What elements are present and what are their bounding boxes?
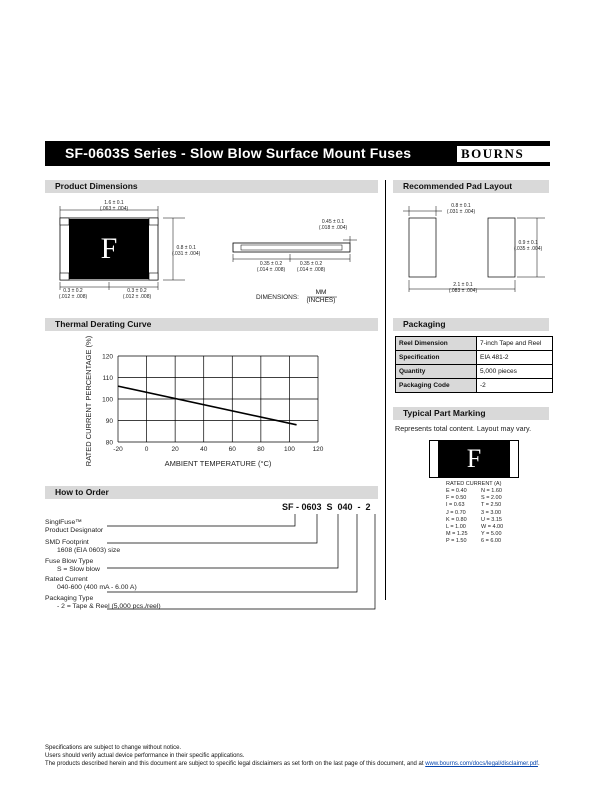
- dim-side-right: 0.35 ± 0.2 (.014 ± .008): [296, 261, 326, 273]
- dim-width: 0.8 ± 0.1 (.031 ± .004): [172, 245, 201, 257]
- section-pad-layout: Recommended Pad Layout: [393, 180, 549, 193]
- footer-line-1: Specifications are subject to change without notice.: [45, 745, 182, 751]
- table-row: [396, 351, 553, 365]
- chart-y-axis-label: RATED CURRENT PERCENTAGE (%): [84, 335, 93, 467]
- chart-x-tick: 60: [228, 446, 236, 453]
- chart-x-tick: 120: [312, 446, 324, 453]
- marking-legend-title: RATED CURRENT (A): [446, 481, 502, 487]
- logo-registered: ®: [565, 144, 571, 151]
- marking-legend-entry: T = 2.50: [481, 502, 502, 509]
- dim-term-left: 0.3 ± 0.2 (.012 ± .008): [58, 288, 88, 300]
- chart-y-tick: 120: [102, 353, 113, 361]
- marking-legend-entry: L = 1.00: [446, 524, 466, 531]
- column-divider: [385, 180, 386, 600]
- order-item-designator: SinglFuse™ Product Designator: [45, 519, 104, 534]
- chart-y-tick: 110: [102, 375, 113, 382]
- disclaimer-link[interactable]: www.bourns.com/docs/legal/disclaimer.pdf: [425, 761, 538, 767]
- table-row: [396, 379, 553, 393]
- marking-legend-col1: [446, 488, 468, 546]
- table-row: [396, 365, 553, 379]
- marking-legend-entry: 6 = 6.00: [481, 538, 502, 545]
- packaging-table: [395, 336, 553, 393]
- packaging-value: 5,000 pieces: [477, 365, 553, 379]
- chart-series-line: [118, 386, 297, 425]
- derating-chart: [75, 335, 335, 480]
- marking-chip: [429, 440, 519, 478]
- order-code: SF - 0603 S 040 - 2: [282, 502, 371, 512]
- footer-line-3: The products described herein and this document are subject to specific legal disclaimers as set forth on the last page of this document, and at www.bourns.com/docs/legal/disclaimer.pdf.: [45, 761, 540, 767]
- table-row: [396, 337, 553, 351]
- chart-y-tick: 80: [105, 439, 113, 447]
- chart-grid: [118, 356, 318, 442]
- chart-ticks: [102, 354, 324, 454]
- order-item-blow-type: Fuse Blow Type S = Slow blow: [45, 558, 100, 573]
- marking-legend-entry: I = 0.63: [446, 502, 465, 509]
- page-title: SF-0603S Series - Slow Blow Surface Mount Fuses: [65, 145, 412, 161]
- marking-legend-entry: W = 4.00: [481, 524, 504, 531]
- chart-y-tick: 90: [105, 418, 113, 425]
- packaging-key: Specification: [396, 351, 477, 365]
- section-packaging: Packaging: [393, 318, 549, 331]
- marking-legend-entry: E = 0.40: [446, 488, 467, 494]
- chart-x-tick: 100: [283, 446, 295, 453]
- pad-width-dim: 0.8 ± 0.1 (.031 ± .004): [446, 203, 476, 215]
- order-item-packaging-type: Packaging Type - 2 = Tape & Reel (5,000 pcs./reel): [45, 595, 161, 610]
- packaging-key: Quantity: [396, 365, 477, 379]
- marking-legend-entry: P = 1.50: [446, 538, 467, 545]
- dim-length: 1.6 ± 0.1 (.063 ± .004): [99, 200, 129, 212]
- chart-x-tick: 20: [171, 446, 179, 453]
- order-item-rated-current: Rated Current 040-600 (400 mA - 6.00 A): [45, 576, 137, 591]
- chart-x-tick: 40: [200, 446, 208, 453]
- packaging-key: Reel Dimension: [396, 337, 477, 351]
- packaging-value: EIA 481-2: [477, 351, 553, 365]
- order-item-footprint: SMD Footprint 1608 (EIA 0603) size: [45, 539, 121, 554]
- chart-x-tick: -20: [113, 446, 123, 453]
- dim-height: 0.45 ± 0.1 (.018 ± .004): [318, 219, 348, 231]
- dim-term-right: 0.3 ± 0.2 (.012 ± .008): [122, 288, 152, 300]
- marking-legend-entry: N = 1.60: [481, 488, 502, 494]
- packaging-key: Packaging Code: [396, 379, 477, 393]
- marking-note: Represents total content. Layout may vary.: [395, 424, 532, 433]
- title-bar: [45, 141, 571, 166]
- pad-height-dim: 0.9 ± 0.1 (.035 ± .004): [514, 240, 543, 252]
- chart-x-tick: 80: [257, 446, 265, 453]
- logo-text: BOURNS: [461, 146, 525, 161]
- chip-marking-letter: F: [100, 232, 118, 265]
- footer: [45, 744, 540, 768]
- marking-legend-col2: [481, 488, 503, 546]
- marking-legend-entry: U = 3.15: [481, 516, 502, 523]
- chart-x-axis-label: AMBIENT TEMPERATURE (°C): [164, 459, 272, 468]
- packaging-value: -2: [477, 379, 553, 393]
- packaging-value: 7-inch Tape and Reel: [477, 337, 553, 351]
- marking-legend-entry: J = 0.70: [446, 509, 466, 516]
- section-product-dimensions: Product Dimensions: [45, 180, 378, 193]
- section-typical-marking: Typical Part Marking: [393, 407, 549, 420]
- marking-legend-entry: 3 = 3.00: [481, 509, 502, 516]
- chart-x-tick: 0: [144, 446, 149, 453]
- marking-legend-entry: K = 0.80: [446, 516, 467, 523]
- dim-side-left: 0.35 ± 0.2 (.014 ± .008): [256, 261, 286, 273]
- marking-legend-entry: Y = 5.00: [481, 531, 502, 538]
- chart-series: [118, 386, 297, 425]
- dim-units-label: DIMENSIONS:: [256, 294, 299, 301]
- marking-legend-entry: F = 0.50: [446, 495, 467, 502]
- marking-legend-entry: S = 2.00: [481, 495, 502, 502]
- dim-units: MM (INCHES): [306, 289, 336, 304]
- section-thermal-derating: Thermal Derating Curve: [45, 318, 378, 331]
- pad-pitch-dim: 2.1 ± 0.1 (.083 ± .004): [448, 282, 478, 294]
- section-how-to-order: How to Order: [45, 486, 378, 499]
- bourns-logo: [457, 144, 571, 162]
- marking-legend-entry: M = 1.25: [446, 531, 468, 538]
- footer-line-2: Users should verify actual device performance in their specific applications.: [45, 753, 245, 759]
- marking-letter: F: [466, 444, 482, 473]
- chart-y-tick: 100: [102, 396, 113, 404]
